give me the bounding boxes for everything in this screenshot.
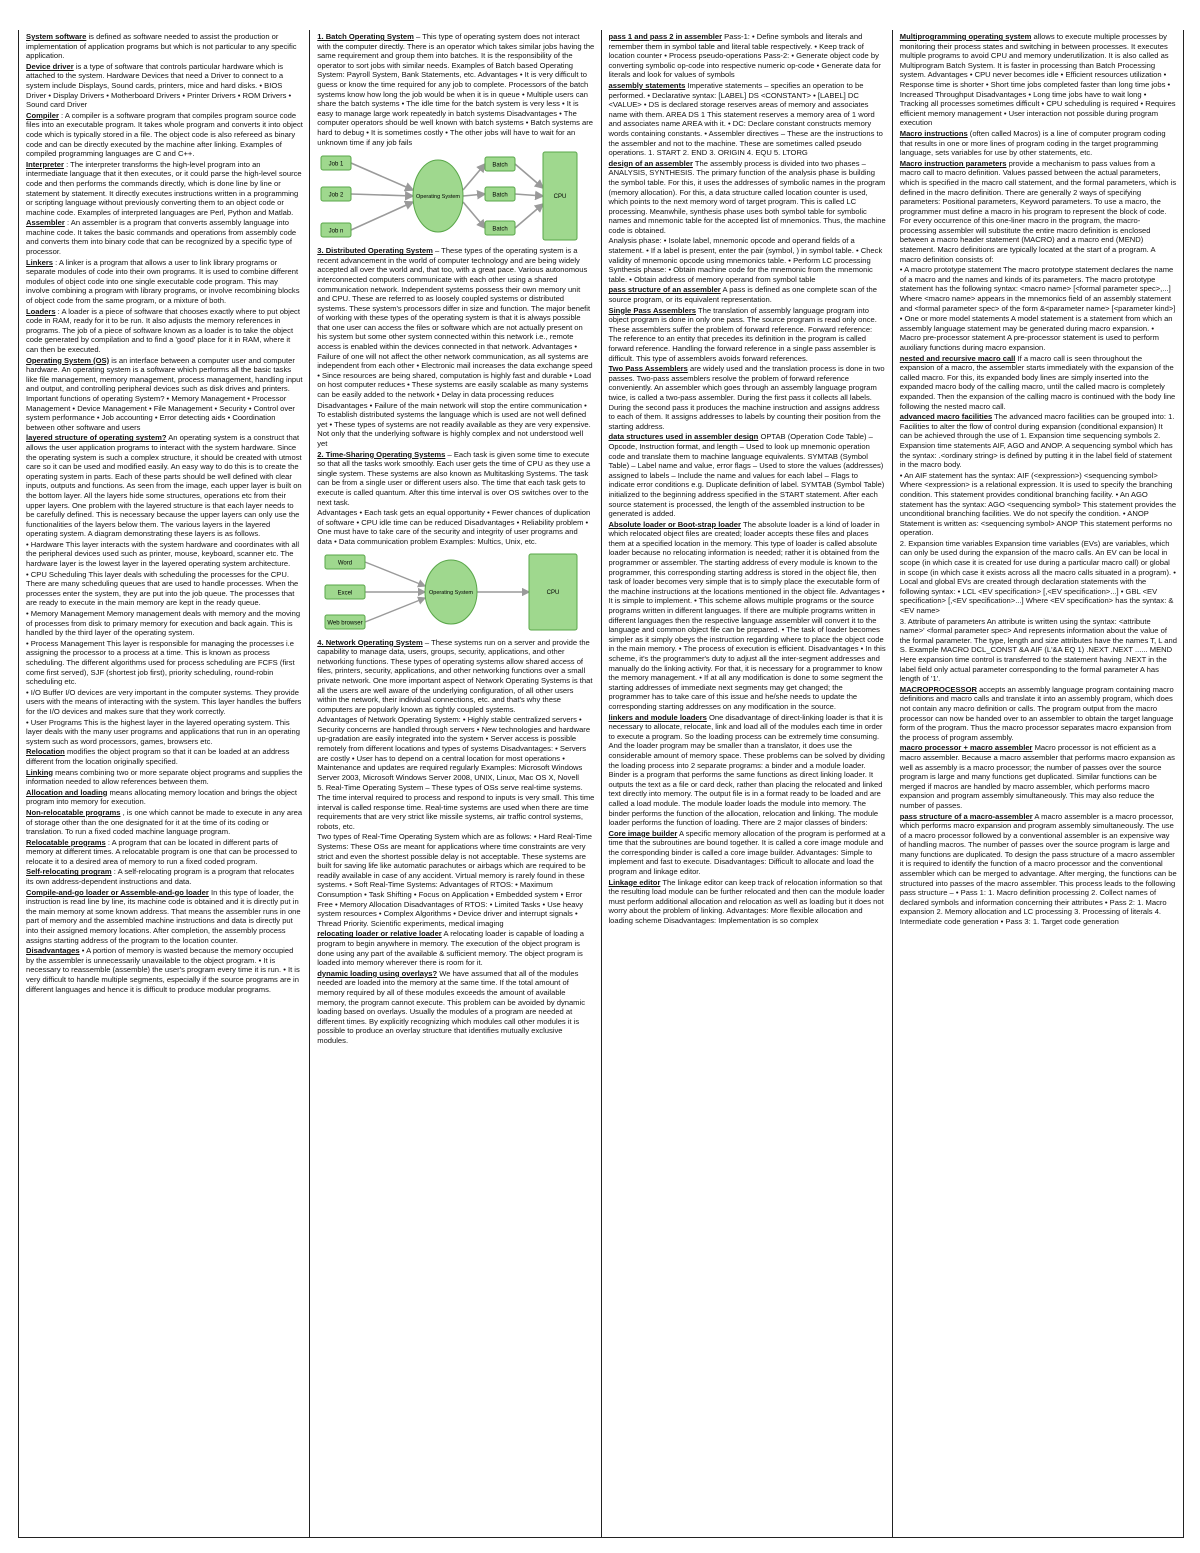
col2c-paragraph xyxy=(317,929,594,967)
col1-paragraph xyxy=(26,356,303,433)
col4-paragraph xyxy=(900,471,1177,538)
section-heading: pass structure of an assembler xyxy=(608,285,721,295)
section-text: is an interface between a computer user and computer hardware. An operating system is a software which performs all the basic tasks like file management, memory management, process management, handling input and output, and controlling peripheral devices such as disk drives and printers. Important functions of operating System? • Memory Management • Processor Management • Device Management • File Management • Security • Control over system performance • Job accounting • Error detecting aids • Coordination between other software and users xyxy=(26,355,303,432)
section-heading: macro processor + macro assembler xyxy=(899,743,1033,753)
section-text: means combining two or more separate object programs and supplies the information needed to allow references between them. xyxy=(26,767,303,787)
section-heading: Core image builder xyxy=(608,828,678,838)
section-heading: Compiler xyxy=(26,110,59,120)
section-text: In this type of loader, the instruction is read line by line, its machine code is obtained and it is directly put in the main memory at some known address. That means the assembler runs in one part of memory and the assembled machine instructions and data is directly put into their assigned memory locations. After completion, the assembly process assigns starting address of the program to the location counter. xyxy=(26,887,301,945)
section-text: If a macro call is seen throughout the expansion of a macro, the assembler starts immediately with the expansion of the called macro. For this, its expanded body lines are simply inserted into the expanded macro body of the calling macro, until the called macro is completely expanded. Then the expansion of the calling macro is continued with the body line following the nested macro call. xyxy=(899,353,1176,411)
column-4 xyxy=(893,30,1183,1537)
cheat-sheet xyxy=(18,30,1184,1538)
section-heading: data structures used in assembler design xyxy=(608,432,759,442)
col3-paragraph xyxy=(609,285,886,304)
col3-paragraph xyxy=(609,713,886,828)
section-text: • An AIF statement has the syntax: AIF (<expression>) <sequencing symbol> Where <expression> is a relational expression. It is used to specify the branching condition. This statement provides conditional branching facility. • An AGO statement has the syntax: AGO <sequencing symbol> This statement provides the unconditional branching facilities. We do not specify the condition. • ANOP Statement is written as: <sequencing symbol> ANOP This statement performs no operation. xyxy=(899,470,1177,538)
section-heading: linkers and module loaders xyxy=(608,712,707,722)
os-label: Operating System xyxy=(416,194,461,201)
section-text: The advanced macro facilities can be grouped into: 1. Facilities to alter the flow of control during expansion (conditional expansion) It can be achieved through the use of 1. Expansion time sequencing symbols 2. Expansion time statements AIF, AGO and ANOP. A sequencing symbol which has the syntax: .<ordinary string> is defined by putting it in the label field of statement in the macro body. xyxy=(899,412,1175,470)
section-text: provide a mechanism to pass values from a macro call to macro definition. Values passed between the actual parameters, which is specified in the macro call statement, and the formal parameters, which is defined in the macro definition. There are generally 2 ways of specifying parameters: Positional parameters, Keyword parameters. To use a macro, the programmer must define a macro in his program to represent the block of code. For every occurrence of this one-liner macro in the program, the macro-processing assembler will substitute the entire macro definition is enclosed between a macro header statement (MACRO) and a macro end (MEND) statement. Macro definitions are typically located at the start of a program. A macro definition consists of: xyxy=(899,158,1177,264)
section-heading: pass structure of a macro-assembler xyxy=(899,811,1033,821)
section-heading: Linking xyxy=(26,767,53,777)
job-n-label: Job n xyxy=(328,228,344,235)
col1-paragraph xyxy=(26,307,303,355)
section-text: Macro processor is not efficient as a macro assembler. Because a macro assembler that performs macro expansion as well as assembly is a macro processor; the number of passes over the source program is large and many functions get duplicated. Similar functions can be merged if macros are handled by macro assembler, which performs macro expansion and program assembly simultaneously. This may also reduce the number of passes. xyxy=(899,743,1175,810)
section-heading: pass 1 and pass 2 in assembler xyxy=(608,32,723,41)
batch-os-diagram xyxy=(317,150,583,242)
col1-paragraph xyxy=(26,609,303,638)
section-heading: Compile-and-go loader or Assemble-and-go loader xyxy=(26,887,209,897)
section-heading: assembly statements xyxy=(608,80,686,90)
col2a-paragraph xyxy=(317,32,594,147)
col4-paragraph xyxy=(900,354,1177,412)
ts-cpu-label: CPU xyxy=(546,589,560,596)
section-heading: 4. Network Operating System xyxy=(317,637,423,647)
col1-paragraph xyxy=(26,747,303,766)
section-text: • Hardware This layer interacts with the system hardware and coordinates with all the peripheral devices used such as printer, mouse, keyboard, scanner etc. The hardware layer is the lowest layer in the layered operating system architecture. xyxy=(26,539,300,569)
section-heading: Multiprogramming operating system xyxy=(899,32,1032,41)
section-heading: Non-relocatable programs xyxy=(26,807,121,817)
col4-paragraph xyxy=(900,743,1177,810)
section-text: : A loader is a piece of software that chooses exactly where to put object code in RAM, ready for it to be run. It also adjusts the memory references in programs. The job of a piece of software known as a loader is to take the object code generated by compilation and to find a 'good' place for it in RAM, where it can then be executed. xyxy=(26,306,300,354)
col4-paragraph xyxy=(900,812,1177,927)
section-heading: Allocation and loading xyxy=(26,787,108,797)
section-text: accepts an assembly language program containing macro definitions and macro calls and translate it into an assembly program, which does not contain any macro definition or calls. The program output from the macro processor can now be handed over to an assembler to obtain the target language form of the program. Thus the macro processor separates macro expansion from the process of program assembly. xyxy=(899,684,1174,742)
col1-paragraph xyxy=(26,688,303,717)
col2c-paragraph xyxy=(317,783,594,831)
ts-os-label: Operating System xyxy=(429,589,474,596)
section-text: : A self-relocating program is a program that relocates its own address-dependent instructions and data. xyxy=(26,867,294,887)
col3-paragraph xyxy=(609,829,886,877)
col1-paragraph xyxy=(26,788,303,807)
section-heading: advanced macro facilities xyxy=(899,412,993,422)
section-heading: relocating loader or relative loader xyxy=(317,929,442,939)
col1-paragraph xyxy=(26,32,303,61)
word-label: Word xyxy=(338,560,353,567)
section-heading: Linkage editor xyxy=(608,877,661,887)
section-heading: Macro instructions xyxy=(899,128,968,138)
col3-paragraph xyxy=(609,520,886,712)
section-heading: MACROPROCESSOR xyxy=(899,684,977,694)
col1-paragraph xyxy=(26,718,303,747)
section-heading: 3. Distributed Operating System xyxy=(317,246,433,256)
section-heading: Self-relocating program xyxy=(26,867,112,877)
section-text: Analysis phase: • Isolate label, mnemonic opcode and operand fields of a statement. • If a label is present, enter the pair (symbol, ) in symbol table. • Check validity of mnemonic opcode using mnemonics table. • Perform LC processing Synthesis phase: • Obtain machine code for the mnemonic from the mnemonic table. • Obtain address of memory operand from symbol table xyxy=(608,236,883,284)
col3-paragraph xyxy=(609,306,886,364)
column-3 xyxy=(602,30,893,1537)
col1-paragraph xyxy=(26,62,303,110)
section-text: – These systems run on a server and provide the capability to manage data, users, groups, security, applications, and other networking functions. These types of operating systems allow shared access of files, printers, security, applications, and other networking functions over a small private network. One more important aspect of Network Operating Systems is that all the users are well aware of the underlying configuration, of all other users within the network, their individual connections, etc. and that's why these computers are popularly known as tightly coupled systems. xyxy=(317,637,593,714)
column-2 xyxy=(310,30,601,1537)
col1-paragraph xyxy=(26,888,303,946)
section-text: A pass is defined as one complete scan of the source program, or its equivalent representation. xyxy=(608,285,877,305)
section-text: : A compiler is a software program that compiles program source code files into an executable program. It takes whole program and converts it into object code which is typically stored in a file. The object code is also refereed as binary code and can be directly executed by the machine after linking. Examples of compiled programming languages are C and C++. xyxy=(26,110,303,159)
job-2-label: Job 2 xyxy=(328,192,344,199)
col3-paragraph xyxy=(609,878,886,926)
col2b-paragraph xyxy=(317,508,594,546)
section-heading: design of an assembler xyxy=(608,158,693,168)
section-text: means allocating memory location and brings the object program into memory for execution. xyxy=(26,787,297,807)
col4-paragraph xyxy=(900,412,1177,470)
section-text: allows to execute multiple processes by monitoring their process states and switching in between processes. It executes multiple programs to avoid CPU and memory underutilization. It is also called as Multiprogram Batch System. It is faster in processing than Batch Processing system. Advantages • CPU never becomes idle • Efficient resources utilization • Response time is shorter • Short time jobs completed faster than long time jobs • Increased Throughput Disadvantages • Long time jobs have to wait long • Tracking all processes sometimes difficult • CPU scheduling is required • Requires efficient memory management • User interaction not possible during program execution xyxy=(899,32,1176,128)
col2b-paragraph xyxy=(317,246,594,400)
col1-paragraph xyxy=(26,433,303,539)
section-text: • I/O Buffer I/O devices are very important in the computer systems. They provide users with the means of interacting with the system. This layer handles the buffers for the I/O devices and makes sure that they work correctly. xyxy=(26,687,302,716)
col2c-paragraph xyxy=(317,638,594,715)
section-text: Imperative statements – specifies an operation to be performed. • Declarative syntax: [LABEL] DS <CONSTANT> • [LABEL] DC <VALUE> • DS is declared storage reserves areas of memory and associates name with them. AREA DS 1 This statement reserves a memory area of 1 word and associates name AREA with it. • DC: Declare constant constructs memory words containing constants. • Assembler directives – These are the instructions to the assembler and not to the machine. These are sometimes called pseudo operations. 1. START 2. END 3. ORIGIN 4. EQU 5. LTORG xyxy=(608,80,883,158)
col1-paragraph xyxy=(26,540,303,569)
section-text: , is one which cannot be made to execute in any area of storage other than the one designated for it at the time of its coding or translation. To run a fixed coded machine language program. xyxy=(26,807,303,837)
section-heading: Macro instruction parameters xyxy=(899,158,1007,168)
col1-paragraph xyxy=(26,808,303,837)
col3-paragraph xyxy=(609,159,886,236)
section-heading: Absolute loader or Boot-strap loader xyxy=(608,519,741,529)
section-text: 2. Expansion time variables Expansion time variables (EVs) are variables, which can only be used during the expansion of the macro calls. An EV can be local in scope (in which case it is created for use during a particular macro call) or global in scope (in which case it exists across all the macro calls situated in a program). • Local and global EVs are created through declaration statements with the following syntax: • LCL <EV specification> [,<EV specification>...] • GBL <EV specification> [,<EV specification>...] Where <EV specification> has the syntax: &<EV name> xyxy=(899,538,1176,616)
cpu-label: CPU xyxy=(553,194,567,201)
col4-paragraph xyxy=(900,685,1177,743)
section-heading: 1. Batch Operating System xyxy=(317,32,414,41)
col4-paragraph xyxy=(900,159,1177,265)
section-text: An operating system is a construct that allows the user application programs to interact with the system hardware. Since the operating system is such a complex structure, it should be created with utmost care so it can be used and modified easily. An easy way to do this is to create the operating system in parts. Each of these parts should be well defined with clear inputs, outputs and functions. As seen from the image, each upper layer is built on the bottom layer. All the layers hide some structures, operations etc from their upper layers. One problem with the layered structure is that each layer needs to be carefully defined. This is necessary because the upper layers can only use the functionalities of the layers below them. The various layers in the layered operating system. A diagram demonstrating these layers is as follows. xyxy=(26,433,302,539)
section-text: • A portion of memory is wasted because the memory occupied by the assembler is unnecessarily unavailable to the object program. • It is necessary to reassemble (assemble) the user's program every time it is run. • It is very difficult to handle multiple segments, especially if the source programs are in different languages and hence it is difficult to produce modular programs. xyxy=(26,946,300,994)
section-heading: Device driver xyxy=(26,61,74,71)
excel-label: Excel xyxy=(337,590,353,597)
section-text: – Each task is given some time to execute so that all the tasks work smoothly. Each user gets the time of CPU as they use a single system. These systems are also known as Multitasking Systems. The task can be from a single user or different users also. The time that each task gets to execute is called quantum. After this time interval is over OS switches over to the next task. xyxy=(317,449,591,507)
col3-paragraph xyxy=(609,432,886,518)
web-browser-label: Web browser xyxy=(327,620,363,627)
section-text: Two types of Real-Time Operating System which are as follows: • Hard Real-Time Systems: These OSs are meant for applications where time constraints are very strict and even the shortest possible delay is not acceptable. These systems are built for saving life like automatic parachutes or airbags which are required to be readily available in case of any accident. Virtual memory is rarely found in these systems. • Soft Real-Time Systems: Advantages of RTOS: • Maximum Consumption • Task Shifting • Focus on Application • Embedded system • Error Free • Memory Allocation Disadvantages of RTOS: • Limited Tasks • Use heavy system resources • Complex Algorithms • Device driver and interrupt signals • Thread Priority. Scientific experiments, medical imaging xyxy=(317,832,592,928)
section-text: A relocating loader is capable of loading a program to begin anywhere in memory. The execution of the object program is done using any part of the available & sufficient memory. The object program is loaded into memory wherever there is room for it. xyxy=(317,929,585,968)
section-heading: Loaders xyxy=(26,306,56,316)
col1-paragraph xyxy=(26,838,303,867)
section-text: – This type of operating system does not interact with the computer directly. There is an operator which takes similar jobs having the same requirement and group them into batches. It is the responsibility of the operator to sort jobs with similar needs. Examples of Batch based Operating System: Payroll System, Bank Statements, etc. Advantages • It is very difficult to guess or know the time required for any job to complete. Processors of the batch systems know how long the job would be when it is in queue • Multiple users can share the batch systems • The idle time for the batch system is very less • It is easy to manage large work repeatedly in batch systems Disadvantages • The computer operators should be well known with batch systems • Batch systems are hard to debug • It is sometimes costly • The other jobs will have to wait for an unknown time if any job fails xyxy=(317,32,595,147)
section-text: • Process Management This layer is responsible for managing the processes i.e assigning the processor to a process at a time. This is known as process scheduling. The different algorithms used for process scheduling are FCFS (first come first served), SJF (shortest job first), priority scheduling, round-robin scheduling etc. xyxy=(26,638,295,687)
col4-paragraph xyxy=(900,265,1177,313)
section-text: We have assumed that all of the modules needed are loaded into the memory at the same time. If the total amount of memory required by all of these modules exceeds the amount of available memory, the program cannot execute. This problem can be avoided by dynamic loading based on overlays. Usually the modules of a program are needed at different times. By explicitly recognizing which modules call other modules it is possible to produce an overlay structure that identifies mutually exclusive modules. xyxy=(317,968,585,1045)
section-text: : A linker is a program that allows a user to link library programs or separate modules of code into their own programs. It is used to combine different modules of object code into one single executable code program. This may involve combining a program with library programs, or involve recombining blocks of object code from the same program, or a mixture of both. xyxy=(26,257,300,306)
col2c-paragraph xyxy=(317,832,594,928)
section-text: : An assembler is a program that converts assembly language into machine code. It takes the basic commands and operations from assembly code and converts them into binary code that can be recognized by a specific type of processor. xyxy=(26,218,297,257)
col1-paragraph xyxy=(26,946,303,994)
batch-2-label: Batch xyxy=(492,192,508,199)
section-text: Pass-1: • Define symbols and literals and remember them in symbol table and literal table respectively. • Keep track of location counter • Process pseudo-operations Pass-2: • Generate object code by converting symbolic op-code into respective numeric op-code • Generate data for literals and look for values of symbols xyxy=(608,32,881,80)
section-heading: nested and recursive macro call xyxy=(899,353,1016,363)
timesharing-os-diagram xyxy=(317,550,583,634)
col1-paragraph xyxy=(26,768,303,787)
section-text: is a type of software that controls particular hardware which is attached to the system. Hardware Devices that need a Driver to connect to a system include Displays, Sound cards, printers, mice and hard disks. • BIOS Driver • Display Drivers • Motherboard Drivers • Printer Drivers • ROM Drivers • Sound card Driver xyxy=(26,61,292,110)
section-text: : The interpreter transforms the high-level program into an intermediate language that it then executes, or it could parse the high-level source code and then performs the commands directly, which is done line by line or statement by statement. It directly executes instructions written in a programming or scripting language without previously converting them to an object code or machine code. Examples of interpreted languages are Perl, Python and Matlab. xyxy=(26,159,302,217)
section-heading: layered structure of operating system? xyxy=(26,433,167,443)
section-text: The assembly process is divided into two phases – ANALYSIS, SYNTHESIS. The primary function of the analysis phase is building the symbol table. For this, it uses the addresses of symbolic names in the program (memory allocation). For this, a data structure called location counter is used, which points to the next memory word of target program. This is called LC processing. Meanwhile, synthesis phase uses both symbol table for symbolic names and mnemonic table for the accepted list of mnemonics. Thus, the machine code is obtained. xyxy=(608,158,886,235)
col2c-paragraph xyxy=(317,969,594,1046)
col3-paragraph xyxy=(609,236,886,284)
col1-paragraph xyxy=(26,867,303,886)
batch-1-label: Batch xyxy=(492,162,508,169)
section-text: • CPU Scheduling This layer deals with scheduling the processes for the CPU. There are many scheduling queues that are used to handle processes. When the processes enter the system, they are put into the job queue. The processes that are ready to execute in the main memory are kept in the ready queue. xyxy=(26,569,299,608)
batch-3-label: Batch xyxy=(492,226,508,233)
section-text: One disadvantage of direct-linking loader is that it is necessary to allocate, relocate, link and load all of the modules each time in order to execute a program. So the loading process can be extremely time consuming. And the loader program may be smaller than a translator, it does use the considerable amount of memory space. These problems can be solved by dividing the loading process into 2 separate programs: a binder and a module loader. Binder is a program that performs the same functions as direct linking loader. It outputs the text as a file or card deck, rather than placing the relocated and linked text directly into memory. The output file is in a format ready to be loaded and are called a load module. The module loader loads the module into memory. The binder performs the function of the allocation, relocation and linking. The module loader performs the function of loading. There are 2 major classes of binders: xyxy=(608,712,885,828)
section-text: A specific memory allocation of the program is performed at a time that the subroutines are bound together. It is called a core image module and the corresponding binder is called a core image builder. Advantages: Simple to implement and fast to execute. Disadvantages: Difficult to allocate and load the program and linkage editor. xyxy=(608,828,886,877)
section-text: : A program that can be located in different parts of memory at different times. A relocatable program is one that can be processed to relocate it to a desired area of memory to run a fixed coded program. xyxy=(26,837,298,866)
section-text: The translation of assembly language program into object program is done in only one pass. The source program is read only once. These assemblers suffer the problem of forward reference. Forward reference: The reference to an entity that precedes its definition in the program is called forward reference. Handling the forward reference in a single pass assembler is difficult. This type of assemblers avoids forward references. xyxy=(608,305,877,363)
section-text: • Memory Management Memory management deals with memory and the moving of processes from disk to primary memory for execution and back again. This is handled by the third layer of the operating system. xyxy=(26,609,301,638)
col2b-paragraph xyxy=(317,401,594,449)
section-heading: Linkers xyxy=(26,257,54,267)
col1-paragraph xyxy=(26,218,303,256)
col4-paragraph xyxy=(900,617,1177,684)
section-heading: Relocation xyxy=(26,747,65,757)
col4-paragraph xyxy=(900,129,1177,158)
section-heading: 2. Time-Sharing Operating Systems xyxy=(317,449,446,459)
section-heading: Interpreter xyxy=(26,159,64,169)
section-text: A macro assembler is a macro processor, which performs macro expansion and program assembly simultaneously. The use of a macro processor followed by a conventional assembler is an expensive way of handling macros. The number of passes over the source program is large and many functions are duplicated. To design the pass structure of a macro assembler it is required to identify the function of a macro processor and the conventional assembler which can be merged to advantage. After merging, the functions can be structured into passes of the macro assembler. This process leads to the following pass structure – • Pass 1: 1. Macro definition processing 2. Collect names of declared symbols and information concerning their attributes • Pass 2: 1. Macro expansion 2. Memory allocation and LC processing 3. Processing of literals 4. Intermediate code generation • Pass 3: 1. Target code generation xyxy=(899,811,1177,927)
col4-paragraph xyxy=(900,539,1177,616)
section-text: (often called Macros) is a line of computer program coding that results in one or more lines of program coding in the target programming language, sets variables for use by other statements, etc. xyxy=(899,128,1166,158)
section-text: OPTAB (Operation Code Table) – Opcode, Instruction format, and length – Used to look up mnemonic operation code and translate them to machine language equivalents. SYMTAB (Symbol Table) – Label name and value, error flags – Used to store the values (addresses) assigned to labels – Include the name and values for each label – Flags to indicate error conditions e.g. Duplicate definition of label. SYMTAB (Symbol Table) initialized to the beginning address specified in the START statement. After each source statement is processed, the length of the assembled instruction to be generated is added. xyxy=(608,432,885,519)
section-text: • One or more model statements A model statement is a statement from which an assembly language statement may be generated during macro expansion. • Macro pre-processor statement A pre-processor statement is used to perform auxiliary functions during macro expansion. xyxy=(899,314,1173,352)
section-heading: Disadvantages xyxy=(26,946,80,956)
section-text: 5. Real-Time Operating System – These types of OSs serve real-time systems. The time interval required to process and respond to inputs is very small. This time interval is called response time. Real-time systems are used when there are time requirements that are very strict like missile systems, air traffic control systems, robots, etc. xyxy=(317,783,595,831)
col1-paragraph xyxy=(26,570,303,608)
col4-paragraph xyxy=(900,32,1177,128)
section-text: modifies the object program so that it can be loaded at an address different from the location originally specified. xyxy=(26,747,290,766)
col3-paragraph xyxy=(609,364,886,431)
col2c-paragraph xyxy=(317,715,594,782)
section-text: 3. Attribute of parameters An attribute is written using the syntax: <attribute name>' <formal parameter spec> And represents information about the value of the formal parameter. The type, length and size attributes have the names T, L and S. Example MACRO DCL_CONST &A AIF (L'&A EQ 1) .NEXT .NEXT ...... MEND Here expansion time control is transferred to the statement having .NEXT in the label field only actual parameter corresponding to the formal parameter A has length of '1'. xyxy=(899,616,1177,684)
section-text: Advantages • Each task gets an equal opportunity • Fewer chances of duplication of software • CPU idle time can be reduced Disadvantages • Reliability problem • One must have to take care of the security and integrity of user programs and data • Data communication problem Examples: Multics, Unix, etc. xyxy=(317,508,591,546)
section-heading: Single Pass Assemblers xyxy=(608,305,697,315)
col4-paragraph xyxy=(900,314,1177,352)
col1-paragraph xyxy=(26,639,303,687)
section-heading: Assembler xyxy=(26,218,65,228)
section-text: Advantages of Network Operating System: • Highly stable centralized servers • Security concerns are handled through servers • New technologies and hardware up-gradation are easily integrated into the system • Server access is possible remotely from different locations and types of systems Disadvantages: • Servers are costly • User has to depend on a central location for most operations • Maintenance and updates are required regularly Examples: Microsoft Windows Server 2003, Microsoft Windows Server 2008, UNIX, Linux, Mac OS X, Novell xyxy=(317,715,591,782)
section-text: Disadvantages • Failure of the main network will stop the entire communication • To establish distributed systems the language which is used are not well defined yet • These types of systems are not readily available as they are very expensive. Not only that the underlying software is highly complex and not understood well yet xyxy=(317,400,591,448)
section-text: The linkage editor can keep track of relocation information so that the resulting load module can be further relocated and then can the module loader must perform additional allocation and relocation as well as loading but it does not worry about the problem of linking. Advantages: More flexible allocation and loading scheme Disadvantages: Implementation is so complex xyxy=(608,877,885,926)
section-heading: Relocatable programs xyxy=(26,837,106,847)
section-text: • User Programs This is the highest layer in the layered operating system. This layer deals with the many user programs and applications that run in an operating system such as word processors, games, browsers etc. xyxy=(26,717,300,746)
col1-paragraph xyxy=(26,111,303,159)
col3-paragraph xyxy=(609,32,886,80)
column-1 xyxy=(19,30,310,1537)
section-heading: System software xyxy=(26,32,87,41)
section-heading: Two Pass Assemblers xyxy=(608,364,688,374)
section-text: • A macro prototype statement The macro prototype statement declares the name of a macro and the names and kinds of its parameters. The macro prototype statement has the following syntax: <macro name> [<formal parameter spec>,...] Where <macro name> appears in the mnemonics field of an assembly statement and <formal parameter spec> of the form &<parameter name> [<parameter kind>] xyxy=(899,265,1176,313)
job-1-label: Job 1 xyxy=(328,161,344,168)
col1-paragraph xyxy=(26,160,303,218)
col1-paragraph xyxy=(26,258,303,306)
section-heading: Operating System (OS) xyxy=(26,355,110,365)
section-text: is defined as software needed to assist the production or implementation of application programs but which is not particular to any specific application. xyxy=(26,32,297,61)
section-heading: dynamic loading using overlays? xyxy=(317,968,438,978)
col3-paragraph xyxy=(609,81,886,158)
section-text: – These types of the operating system is a recent advancement in the world of computer technology and are being widely accepted all over the world and, that too, with a great pace. Various autonomous interconnected computers communicate with each other using a shared communication network. Independent systems possess their own memory unit and CPU. These are referred to as loosely coupled systems or distributed systems. These system's processors differ in size and function. The major benefit of working with these types of the operating system is that it is always possible that one user can access the files or software which are not actually present on his system but some other system connected within this network i.e., remote access is enabled within the devices connected in that network. Advantages • Failure of one will not affect the other network communication, as all systems are independent from each other • Electronic mail increases the data exchange speed • Since resources are being shared, computation is highly fast and durable • Load on host computer reduces • These systems are easily scalable as many systems can be easily added to the network • Delay in data processing reduces xyxy=(317,246,593,400)
section-text: are widely used and the translation process is done in two passes. Two-pass assemblers resolve the problem of forward reference conveniently. An assembler which goes through an assembly language program twice, is called a two-pass assembler. During the first pass it collects all labels. During the second pass it produces the machine instruction and assigns address to each of them. It assigns addresses to labels by counting their position from the starting address. xyxy=(608,364,885,431)
col2b-paragraph xyxy=(317,450,594,508)
section-text: The absolute loader is a kind of loader in which relocated object files are created; loader accepts these files and places them at a specified location in the memory. This type of loader is called absolute loader because no relocating information is needed; rather it is obtained from the programmer or assembler. The starting address of every module is known to the programmer, this corresponding starting address is stored in the object file, then task of loader becomes very simple that is to simply place the executable form of the machine instructions at the locations mentioned in the object file. Advantages • It is simple to implement. • This scheme allows multiple programs or the source programs written in different languages. If there are multiple programs written in different languages then the respective language assembler will convert it to the language and common object file can be prepared. • The task of loader becomes simpler as it simply obeys the instruction regarding where to place the object code in the main memory. • The process of execution is efficient. Disadvantages • In this scheme, it's the programmer's duty to adjust all the inter-segment addresses and manually do the linking activity. For that, it is necessary for a programmer to know the memory management. • If at all any modification is done to some segment the starting addresses of immediate next segments may get changed; the programmer has to take care of this issue and he/she needs to update the corresponding starting addresses on any modification in the source. xyxy=(608,519,886,711)
